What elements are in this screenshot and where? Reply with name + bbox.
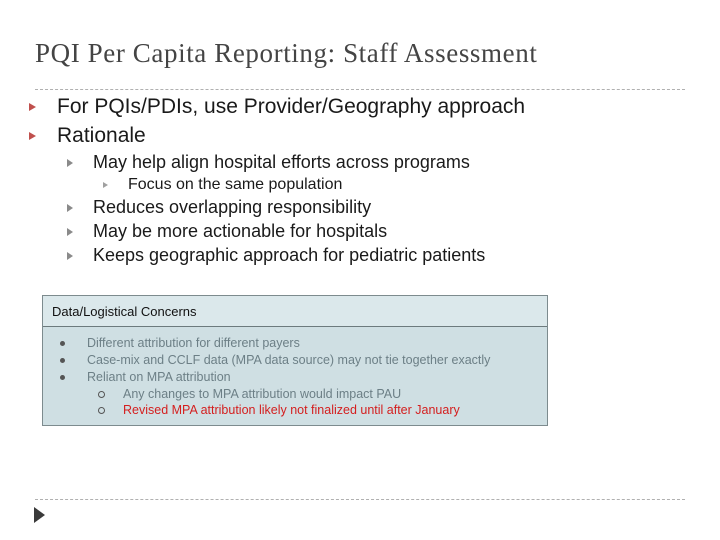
bullet-dot-icon [60,341,65,346]
rationale-text: Reduces overlapping responsibility [93,197,372,217]
rationale-item [67,221,387,242]
rationale-text: Keeps geographic approach for pediatric patients [93,245,486,265]
concerns-box-header [43,296,547,327]
rationale-text: May be more actionable for hospitals [93,221,388,241]
bullet-provider-geography [29,95,525,119]
bullet-text: For PQIs/PDIs, use Provider/Geography approach [57,95,526,118]
triangle-bullet-icon [67,204,73,212]
rationale-item [67,197,371,218]
rationale-subitem [103,176,342,194]
hollow-bullet-icon [98,391,105,398]
triangle-bullet-icon [67,159,73,167]
rationale-subtext: Focus on the same population [128,176,343,193]
concern-text: Case-mix and CCLF data (MPA data source) may not tie together exactly [87,353,491,367]
concern-subitem-highlight [98,403,460,417]
bullet-dot-icon [60,375,65,380]
slide-title: PQI Per Capita Reporting: Staff Assessment [35,38,538,68]
triangle-bullet-icon [29,103,36,111]
next-slide-icon[interactable] [34,507,45,523]
triangle-bullet-icon [29,132,36,140]
triangle-bullet-icon [67,228,73,236]
footer-divider [35,499,685,500]
concern-subtext-highlight: Revised MPA attribution likely not finalized until after January [123,403,460,417]
concern-item [60,336,300,350]
concern-subtext: Any changes to MPA attribution would impact PAU [123,387,402,401]
concern-item [60,370,231,384]
triangle-bullet-icon [67,252,73,260]
concern-item [60,353,490,367]
concern-text: Different attribution for different payers [87,336,300,350]
bullet-dot-icon [60,358,65,363]
rationale-item [67,152,470,173]
hollow-bullet-icon [98,407,105,414]
bullet-text: Rationale [57,124,146,147]
rationale-text: May help align hospital efforts across programs [93,152,470,172]
rationale-item [67,245,485,266]
bullet-rationale [29,124,146,148]
concern-subitem [98,387,401,401]
concerns-box-title: Data/Logistical Concerns [52,304,197,319]
concerns-box [42,295,548,426]
triangle-bullet-icon [103,182,108,188]
title-divider [35,89,685,90]
concern-text: Reliant on MPA attribution [87,370,231,384]
